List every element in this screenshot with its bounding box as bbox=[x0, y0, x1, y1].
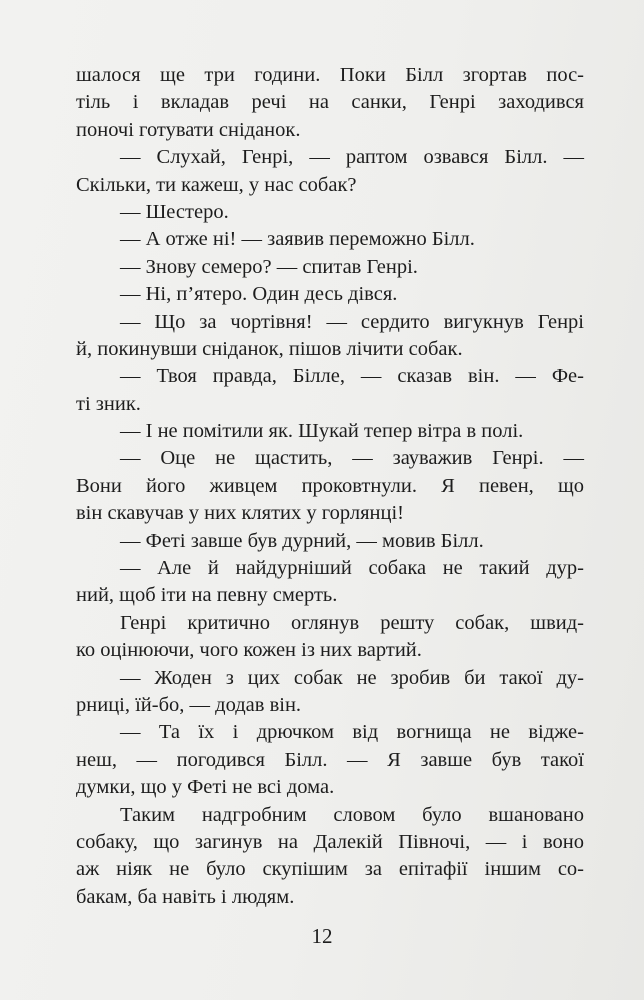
text-line: собаку, що загинув на Далекій Півночі, — і воно bbox=[76, 830, 584, 853]
text-line: — Та їх і дрючком від вогнища не відже- bbox=[120, 721, 584, 744]
text-line: й, покинувши сніданок, пішов лічити собак. bbox=[76, 337, 463, 360]
text-line: ко оцінюючи, чого кожен із них вартий. bbox=[76, 639, 422, 662]
text-line: ний, щоб іти на певну смерть. bbox=[76, 584, 338, 607]
text-line: — Шестеро. bbox=[120, 200, 229, 223]
text-line: — Слухай, Генрі, — раптом озвався Білл. — bbox=[120, 146, 584, 169]
page-number: 12 bbox=[311, 924, 333, 948]
text-line: неш, — погодився Білл. — Я завше був такої bbox=[76, 748, 584, 771]
text-line: бакам, ба навіть і людям. bbox=[76, 885, 295, 908]
text-line: — Але й найдурніший собака не такий дур- bbox=[120, 557, 584, 580]
text-line: — Твоя правда, Білле, — сказав він. — Фе- bbox=[120, 365, 584, 388]
text-line: шалося ще три години. Поки Білл згортав пос- bbox=[76, 64, 584, 86]
text-line: Скільки, ти кажеш, у нас собак? bbox=[76, 173, 357, 196]
text-line: — Феті завше був дурний, — мовив Білл. bbox=[120, 529, 484, 552]
text-line: тіль і вкладав речі на санки, Генрі заходився bbox=[76, 91, 584, 114]
text-line: — А отже ні! — заявив переможно Білл. bbox=[120, 228, 475, 251]
text-line: — Що за чортівня! — сердито вигукнув Генрі bbox=[120, 310, 584, 333]
text-line: — І не помітили як. Шукай тепер вітра в полі. bbox=[120, 420, 524, 443]
text-line: Вони його живцем проковтнули. Я певен, що bbox=[76, 474, 584, 497]
body-text bbox=[76, 62, 584, 911]
text-line: він скавучав у них клятих у горлянці! bbox=[76, 502, 404, 525]
text-line: Таким надгробним словом було вшановано bbox=[120, 803, 584, 826]
text-line: аж ніяк не було скупішим за епітафії іншим со- bbox=[76, 858, 584, 881]
text-line: поночі готувати сніданок. bbox=[76, 118, 301, 141]
text-line: — Оце не щастить, — зауважив Генрі. — bbox=[120, 447, 584, 470]
text-line: — Ні, п’ятеро. Один десь дівся. bbox=[120, 283, 398, 306]
text-line: рниці, їй-бо, — додав він. bbox=[76, 693, 302, 716]
text-line: — Знову семеро? — спитав Генрі. bbox=[120, 255, 418, 278]
text-line: Генрі критично оглянув решту собак, швид- bbox=[120, 611, 584, 634]
text-line: — Жоден з цих собак не зробив би такої ду- bbox=[120, 666, 584, 689]
text-line: ті зник. bbox=[76, 392, 141, 415]
text-line: думки, що у Феті не всі дома. bbox=[76, 776, 335, 799]
